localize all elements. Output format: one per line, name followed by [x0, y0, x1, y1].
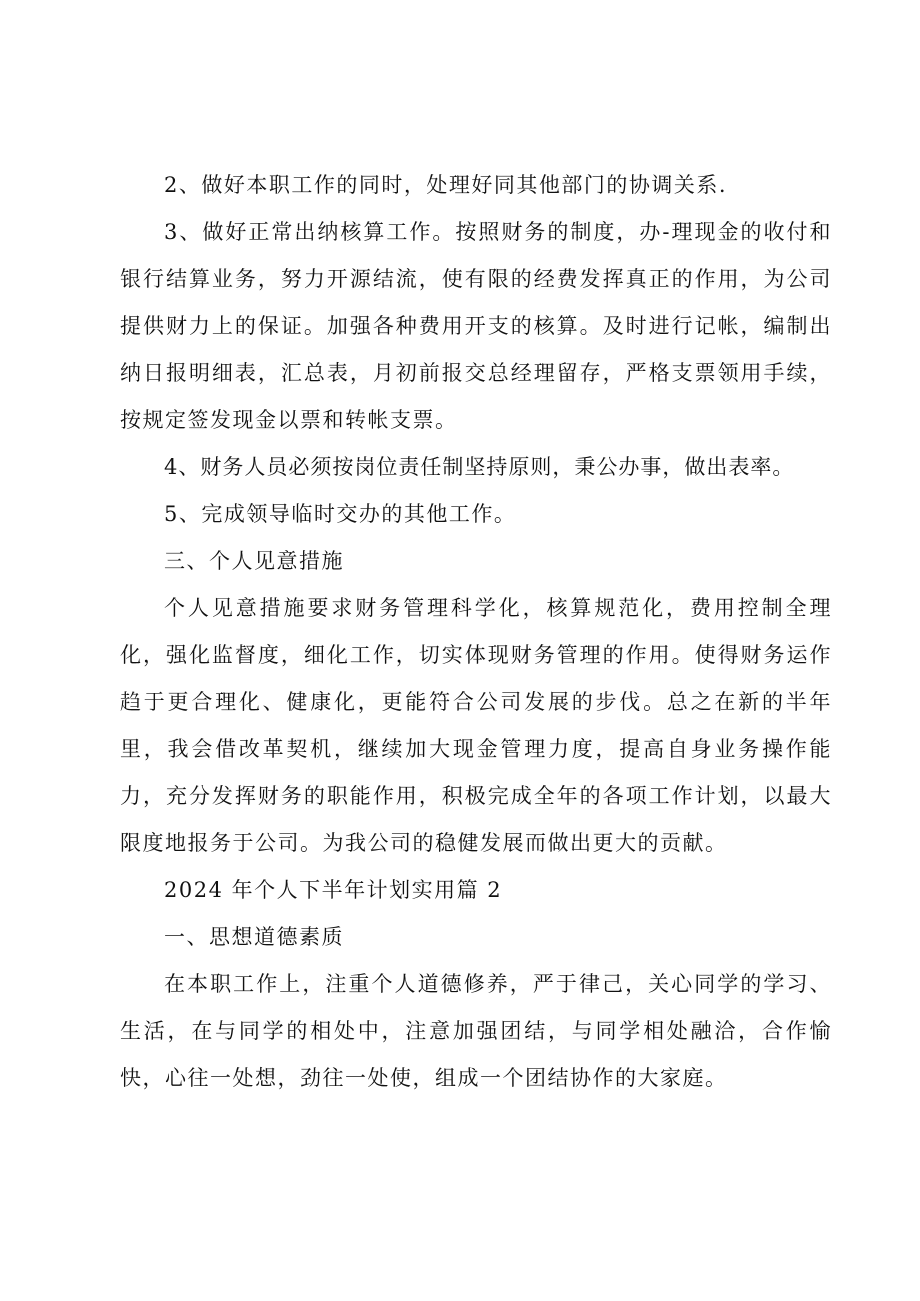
document-body: [120, 162, 832, 1102]
paragraph-measures: 个人见意措施要求财务管理科学化，核算规范化，费用控制全理化，强化监督度，细化工作，切实体现财务管理的作用。使得财务运作趋于更合理化、健康化，更能符合公司发展的步伐。总之在新的半年里，我会借改革契机，继续加大现金管理力度，提高自身业务操作能力，充分发挥财务的职能作用，积极完成全年的各项工作计划，以最大限度地报务于公司。为我公司的稳健发展而做出更大的贡献。: [120, 596, 832, 855]
section-heading-measures: 三、个人见意措施: [164, 549, 344, 573]
section-heading-morality: 一、思想道德素质: [164, 925, 344, 949]
paragraph-item-3: 3、做好正常出纳核算工作。按照财务的制度，办-理现金的收付和银行结算业务，努力开源结流，使有限的经费发挥真正的作用，为公司提供财力上的保证。加强各种费用开支的核算。及时进行记帐，编制出纳日报明细表，汇总表，月初前报交总经理留存，严格支票领用手续，按规定签发现金以票和转帐支票。: [120, 220, 832, 432]
paragraph-item-5: 5、完成领导临时交办的其他工作。: [164, 502, 517, 526]
paragraph-item-2: 2、做好本职工作的同时，处理好同其他部门的协调关系.: [164, 173, 728, 197]
paragraph-item-4: 4、财务人员必须按岗位责任制坚持原则，秉公办事，做出表率。: [164, 455, 795, 479]
paragraph-morality: 在本职工作上，注重个人道德修养，严于律己，关心同学的学习、生活，在与同学的相处中，注意加强团结，与同学相处融洽，合作愉快，心往一处想，劲往一处使，组成一个团结协作的大家庭。: [120, 972, 832, 1090]
article-title-part-2: 2024 年个人下半年计划实用篇 2: [164, 878, 503, 902]
